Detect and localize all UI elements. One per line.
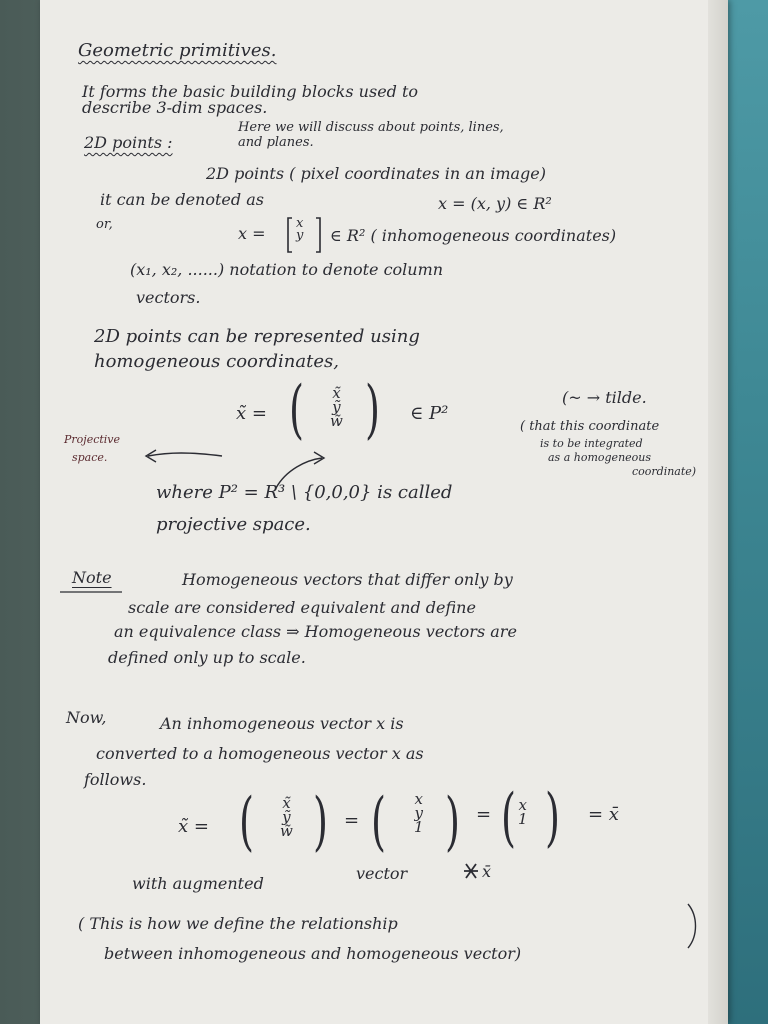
projective-margin-label-1: Projective — [64, 433, 121, 446]
eq-col2-y: y — [414, 804, 424, 822]
equation-column-tilde — [280, 796, 293, 838]
augmented-symbol: x̄ — [482, 862, 492, 881]
pixel-coordinates-line: 2D points ( pixel coordinates in an image) — [206, 164, 546, 183]
now-label: Now, — [66, 708, 107, 727]
page-edge-shadow — [708, 0, 728, 1024]
notation-line: (x₁, x₂, ......) notation to denote column — [130, 260, 444, 279]
eq-col2-one: 1 — [414, 818, 424, 836]
tilde-note-line-5: coordinate) — [632, 465, 697, 478]
tilde-note-line-4: as a homogeneous — [548, 451, 652, 464]
eq-left-paren-1: ( — [238, 785, 254, 859]
in-p2: ∈ P² — [410, 403, 449, 424]
section-heading-2d-points: 2D points : — [84, 133, 173, 152]
x-tuple-notation: x = (x, y) ∈ R² — [438, 194, 552, 213]
homogeneous-intro-line-1: 2D points can be represented using — [94, 326, 420, 347]
tilde-note-line-3: is to be integrated — [540, 437, 643, 450]
column-vector-bottom: y — [296, 228, 304, 243]
teal-book-edge — [722, 0, 768, 1024]
closing-line-2: between inhomogeneous and homogeneous vector) — [104, 944, 522, 963]
equation-column-x1 — [518, 798, 528, 826]
augmented-suffix: vector — [356, 864, 408, 883]
tilde-components-vector — [330, 386, 343, 428]
note-line-1: Homogeneous vectors that differ only by — [182, 570, 513, 589]
follows-label: follows. — [84, 770, 147, 789]
where-p2-definition: where P² = R³ \ {0,0,0} is called — [156, 482, 453, 503]
here-line-1: Here we will discuss about points, lines, — [238, 120, 504, 135]
right-paren-p2: ) — [364, 373, 380, 447]
note-line-2: scale are considered equivalent and define — [128, 598, 476, 617]
tilde-component-x: x̃ — [332, 384, 341, 402]
eq-right-paren-2: ) — [444, 785, 460, 859]
augmented-prefix: with augmented — [132, 874, 264, 893]
projective-margin-label-2: space. — [72, 451, 108, 464]
x-vector-prefix: x = — [238, 224, 266, 243]
denoted-line: it can be denoted as — [100, 190, 264, 209]
tilde-component-y: ỹ — [332, 398, 341, 416]
here-line-2: and planes. — [238, 135, 314, 150]
eq-right-paren-1: ) — [312, 785, 328, 859]
eq-left-paren-2: ( — [370, 785, 386, 859]
note-label: Note — [72, 568, 112, 587]
eq-equals-1: = — [344, 810, 360, 831]
column-vector-xy — [296, 218, 303, 242]
equation-lhs: x̃ = — [178, 816, 209, 837]
tilde-note-line-2: ( that this coordinate — [520, 419, 660, 434]
vectors-word: vectors. — [136, 288, 201, 307]
tilde-note-line-1: (~ → tilde. — [562, 388, 647, 407]
now-line-1: An inhomogeneous vector x is — [160, 714, 404, 733]
tilde-component-w: w̃ — [330, 412, 343, 430]
intro-line-1: It forms the basic building blocks used to — [82, 82, 419, 101]
projective-space-text: projective space. — [156, 514, 311, 535]
eq-left-paren-3: ( — [500, 781, 516, 855]
eq-col1-y: ỹ — [282, 808, 291, 826]
intro-line-2: describe 3-dim spaces. — [82, 98, 268, 117]
column-vector-top: x — [296, 216, 304, 231]
eq-col3-one: 1 — [518, 810, 528, 828]
equation-column-xy1 — [414, 792, 424, 834]
or-label: or, — [96, 217, 113, 232]
closing-line-1: ( This is how we define the relationship — [78, 914, 398, 933]
eq-col1-x: x̃ — [282, 794, 291, 812]
eq-right-paren-3: ) — [544, 781, 560, 855]
eq-col3-x: x — [518, 796, 527, 814]
xtilde-equals: x̃ = — [236, 403, 267, 424]
note-line-4: defined only up to scale. — [108, 648, 306, 667]
note-line-3: an equivalence class ⇒ Homogeneous vectors are — [114, 622, 517, 641]
inhomogeneous-coordinates: ∈ R² ( inhomogeneous coordinates) — [330, 226, 617, 245]
eq-col2-x: x — [414, 790, 423, 808]
homogeneous-intro-line-2: homogeneous coordinates, — [94, 351, 339, 372]
page-title: Geometric primitives. — [78, 40, 277, 61]
eq-equals-2: = — [476, 804, 492, 825]
eq-col1-w: w̃ — [280, 822, 293, 840]
now-line-2: converted to a homogeneous vector x as — [96, 744, 424, 763]
equation-rhs: = x̄ — [588, 804, 619, 825]
left-paren-p2: ( — [288, 373, 304, 447]
